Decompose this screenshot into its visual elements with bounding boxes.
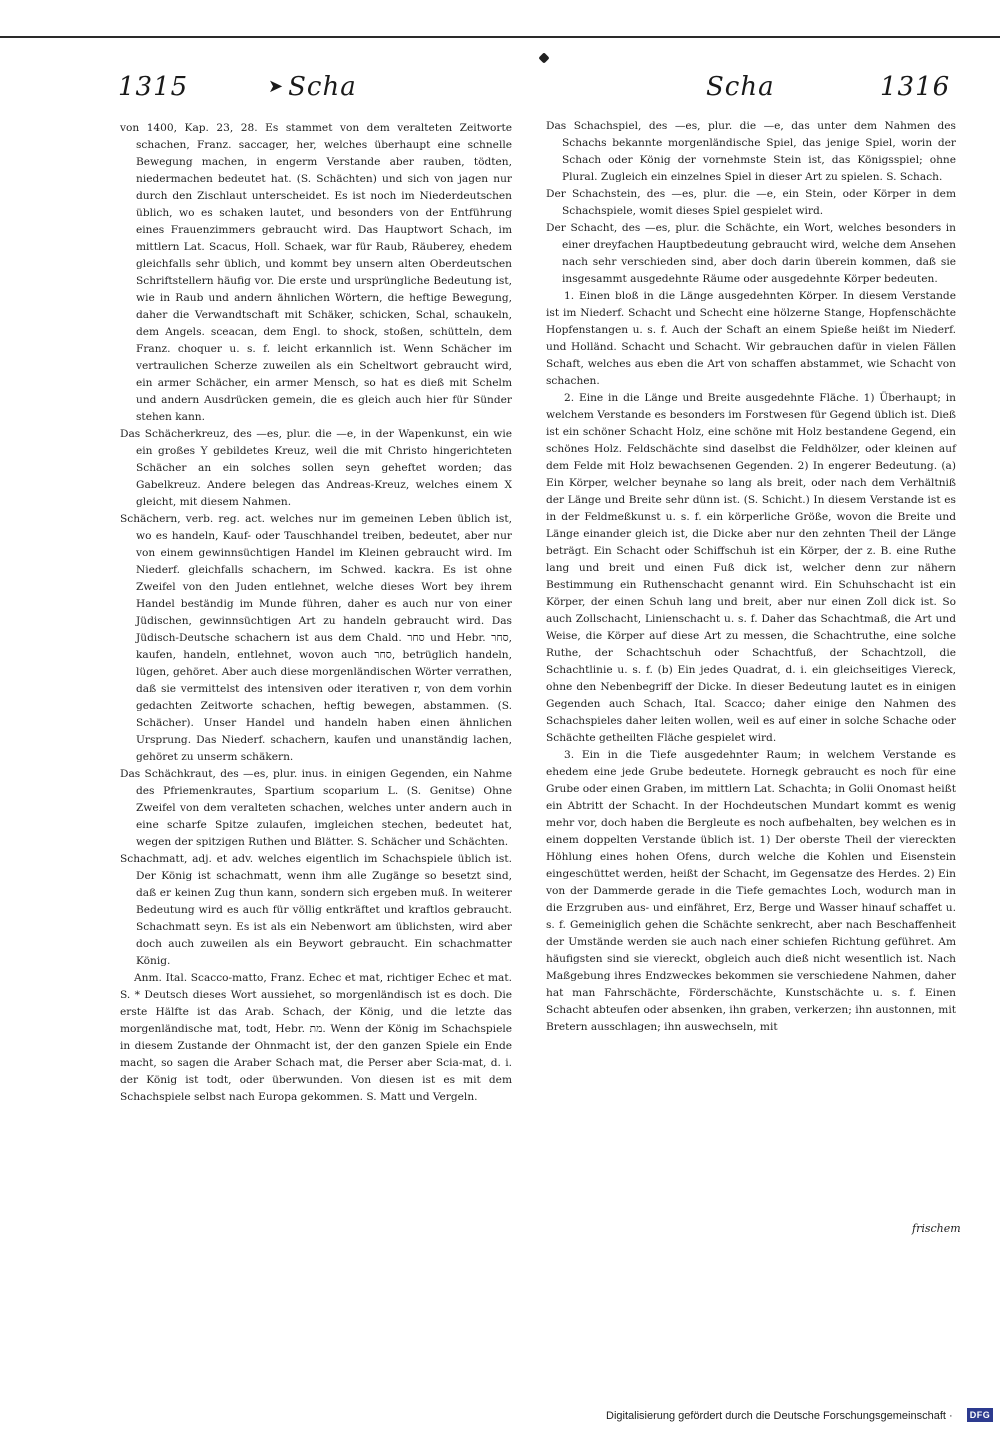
entry-schaechkraut: Das Schächkraut, des —es, plur. inus. in einigen Gegenden, ein Nahme des Pfriemenkrautes, Spartium scoparium L. (S. Genitse) Ohne Zweifel von dem veralteten schachen, welches unter andern auch in eine scharfe Spitze zulaufen, imgleichen stechen, bedeutet hat, wegen der spitzigen Ruthen und Blätter. S. Schächer und Schächten. [120,768,512,848]
left-catchword-text: Scha [288,72,357,102]
right-header-catchword: Scha [706,72,775,102]
pointer-icon: ➤ [268,76,285,97]
left-paragraph: von 1400, Kap. 23, 28. Es stammet von dem veralteten Zeitworte schachen, Franz. saccager, her, welches überhaupt eine schnelle Bewegung machen, in engerm Verstande aber rauben, tödten, niedermachen bedeutet hat. (S. Schächten) und sich von jagen nur durch den Zischlaut unterscheidet. Es ist noch im Niederdeutschen üblich, wo es schaken lautet, und besonders von der Entführung eines Frauenzimmers gebraucht wird. Das Hauptwort Schach, im mittlern Lat. Scacus, Holl. Schaek, war für Raub, Räuberey, ehedem gleichfalls sehr üblich, und kommt bey unsern alten Oberdeutschen Schriftstellern häufig vor. Die erste und ursprüngliche Bedeutung ist, wie in Raub und andern ähnlichen Wörtern, die heftige Bewegung, daher die Verwandtschaft mit Schäker, schicken, Schal, schaukeln, dem Angels. sceacan, dem Engl. to shock, stoßen, schütteln, dem Franz. choquer u. s. f. leicht erkannlich ist. Wenn Schächer im vertraulichen Scherze zuweilen als ein Scheltwort gebraucht wird, ein armer Schächer, ein armer Mensch, so hat es dieß mit Schelm und andern Ausdrücken gemein, die es gleich auch hier für Sünder stehen kann. [120,122,512,423]
left-column [120,120,512,1106]
scan-mark [538,52,549,63]
left-header-catchword [268,72,357,102]
digitization-credit: Digitalisierung gefördert durch die Deutsche Forschungsgemeinschaft · [606,1410,953,1422]
scan-edge-line [0,36,1000,38]
entry-schacht: Der Schacht, des —es, plur. die Schächte, ein Wort, welches besonders in einer dreyfachen Hauptbedeutung gebraucht wird, welche dem Ansehen nach sehr verschieden sind, aber doch darin überein kommen, daß sie insgesammt ausgedehnte Räume oder ausgedehnte Körper bedeuten. [546,222,956,285]
left-page-number: 1315 [118,72,189,102]
dfg-logo: DFG [967,1408,993,1422]
entry-schaecherkreuz: Das Schächerkreuz, des —es, plur. die —e, in der Wapenkunst, ein wie ein großes Y gebildetes Kreuz, weil die mit Christo hingerichteten Schächer an ein solches sollen seyn geheftet worden; das Gabelkreuz. Andere belegen das Andreas-Kreuz, welches einem X gleicht, mit diesem Nahmen. [120,428,512,508]
note-schachmatt: Anm. Ital. Scacco-matto, Franz. Echec et mat, richtiger Echec et mat. S. * Deutsch dieses Wort aussiehet, so morgenländisch ist es doch. Die erste Hälfte ist das Arab. Schach, der König, und die letzte das morgenländische mat, todt, Hebr. מת. Wenn der König im Schachspiele in diesem Zustande der Ohnmacht ist, der den ganzen Spiele ein Ende macht, so sagen die Araber Schach mat, die Perser aber Scia-mat, d. i. der König ist todt, oder überwunden. Von diesen ist es mit dem Schachspiele selbst nach Europa gekommen. S. Matt und Vergeln. [120,972,512,1103]
schacht-sense-1: 1. Einen bloß in die Länge ausgedehnten Körper. In diesem Verstande ist im Niederf. Schacht und Schecht eine hölzerne Stange, Hopfenschächte Hopfenstangen u. s. f. Auch der Schaft an einem Spieße heißt im Niederf. und Holländ. Schacht und Schacht. Wir gebrauchen dafür in vielen Fällen Schaft, welches aus eben die Art von schaffen abstammet, wie Schacht von schachen. [546,290,956,387]
entry-schachspiel: Das Schachspiel, des —es, plur. die —e, das unter dem Nahmen des Schachs bekannte morgenländische Spiel, das jenige Spiel, worin der Schach oder König der vornehmste Stein ist, das Königsspiel; ohne Plural. Zugleich ein einzelnes Spiel in dieser Art zu spielen. S. Schach. [546,120,956,183]
catchword-bottom: frischem [912,1222,961,1235]
entry-schachmatt: Schachmatt, adj. et adv. welches eigentlich im Schachspiele üblich ist. Der König ist schachmatt, wenn ihm alle Zugänge so besetzt sind, daß er keinen Zug thun kann, sondern sich ergeben muß. In weiterer Bedeutung wird es auch für völlig entkräftet und kraftlos gebraucht. Schachmatt seyn. Es ist als ein Nebenwort am üblichsten, wird aber doch auch zuweilen als ein Beywort gebraucht. Ein schachmatter König. [120,853,512,967]
schacht-sense-2: 2. Eine in die Länge und Breite ausgedehnte Fläche. 1) Überhaupt; in welchem Verstande es besonders im Forstwesen für Gegend üblich ist. Dieß ist ein schöner Schacht Holz, eine schöne mit Holz bestandene Gegend, ein schönes Holz. Feldschächte sind daselbst die Feldhölzer, oder kleinen auf dem Felde mit Holz bewachsenen Gegenden. 2) In engerer Bedeutung. (a) Ein Körper, welcher beynahe so lang als breit, oder nach dem Verhältniß der Länge und Breite sehr dünn ist. (S. Schicht.) In diesem Verstande ist es in der Feldmeßkunst u. s. f. ein körperliche Größe, wovon die Breite und Länge einander gleich ist, die Dicke aber nur den zehnten Theil der Länge beträgt. Ein Schacht oder Schiffschuh ist ein Körper, der z. B. eine Ruthe lang und breit und einen Fuß dick ist, welcher denn zur nähern Bestimmung ein Ruthenschacht genannt wird. Ein Schuhschacht ist ein Körper, der einen Schuh lang und breit, aber nur einen Zoll dick ist. So auch Zollschacht, Linienschacht u. s. f. Daher das Schachtmaß, die Art und Weise, die Körper auf diese Art zu messen, die Schachtruthe, eine solche Ruthe, der Schachtschuh oder Schachtfuß, der Schachtzoll, die Schachtlinie u. s. f. (b) Ein jedes Quadrat, d. i. ein gleichseitiges Viereck, ohne den Nebenbegriff der Dicke. In dieser Bedeutung lautet es in einigen Gegenden auch Schach, Ital. Scacco; daher einige den Nahmen des Schachspieles daher leiten wollen, weil es auf einer in solche Schache oder Schächte getheilten Fläche gespielet wird. [546,392,956,744]
right-page-number: 1316 [880,72,951,102]
right-column [546,118,956,1036]
entry-schachstein: Der Schachstein, des —es, plur. die —e, ein Stein, oder Körper in dem Schachspiele, womit dieses Spiel gespielet wird. [546,188,956,217]
schacht-sense-3: 3. Ein in die Tiefe ausgedehnter Raum; in welchem Verstande es ehedem eine jede Grube bedeutete. Hornegk gebraucht es noch für eine Grube oder einen Graben, im mittlern Lat. Schachta; in Golii Onomast heißt ein Abtritt der Schacht. In der Hochdeutschen Mundart kommt es wenig mehr vor, doch haben die Bergleute es noch aufbehalten, bey welchen es in einem doppelten Verstande üblich ist. 1) Der oberste Theil der viereckten Höhlung eines hohen Ofens, durch welche die Kohlen und Eisenstein eingeschüttet werden, heißt der Schacht, im Gegensatze des Herdes. 2) Ein von der Dammerde gerade in die Tiefe gemachtes Loch, wodurch man in die Erzgruben aus- und einfähret, Erz, Berge und Wasser hinauf schaffet u. s. f. Gemeiniglich gehen die Schächte senkrecht, aber nach Beschaffenheit der Umstände werden sie auch nach einer schiefen Richtung geführet. Am häufigsten sind sie viereckt, obgleich auch dieß nicht wesentlich ist. Nach Maßgebung ihres Endzweckes bekommen sie verschiedene Nahmen, daher hat man Fahrschächte, Förderschächte, Kunstschächte u. s. f. Einen Schacht abteufen oder absenken, ihn graben, verkerzen; ihn austonnen, mit Bretern ausschlagen; ihn auswechseln, mit [546,749,956,1033]
entry-schaechern: Schächern, verb. reg. act. welches nur im gemeinen Leben üblich ist, wo es handeln, Kauf- oder Tauschhandel treiben, bedeutet, aber nur von einem gewinnsüchtigen Handel im Kleinen gebraucht wird. Im Niederf. gleichfalls schachern, im Schwed. kackra. Es ist ohne Zweifel von den Juden entlehnet, welche dieses Wort bey ihrem Handel beständig im Munde führen, daher es auch nur von einer Jüdischen, gewinnsüchtigen Art zu handeln gebraucht wird. Das Jüdisch-Deutsche schachern ist aus dem Chald. סחר und Hebr. סחר, kaufen, handeln, entlehnet, wovon auch סחר, betrüglich handeln, lügen, gehöret. Aber auch diese morgenländischen Wörter verrathen, daß sie vermittelst des intensiven oder iterativen r, von dem vorhin gedachten Zeitworte schachen, heftig bewegen, abstammen. (S. Schächer). Unser Handel und handeln haben einen ähnlichen Ursprung. Das Niederf. schachern, kaufen und unanständig lachen, gehöret zu unserm schäkern. [120,513,512,763]
